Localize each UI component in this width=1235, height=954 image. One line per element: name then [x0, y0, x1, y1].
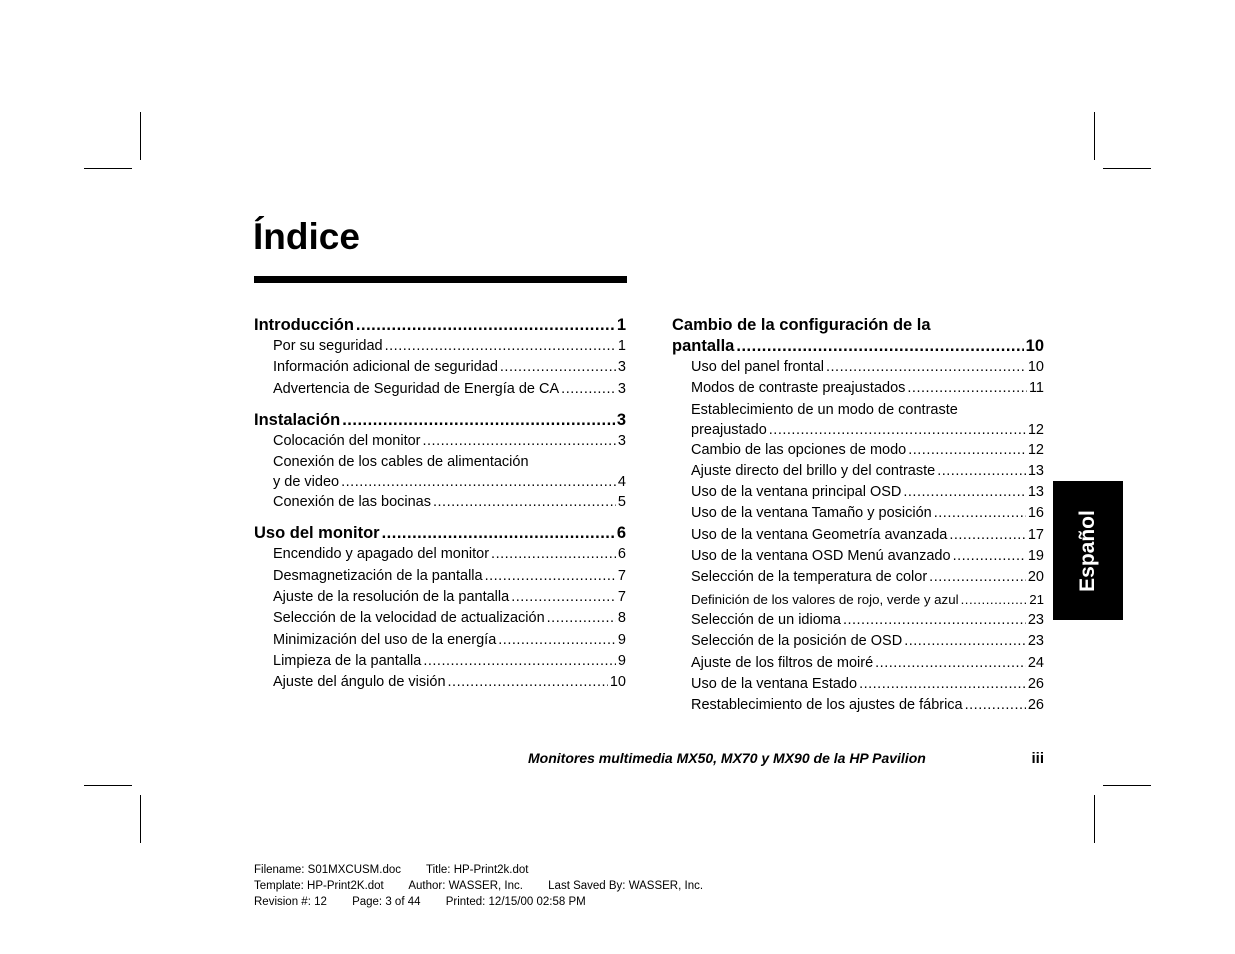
toc-section-cambio-configuracion — [672, 315, 1044, 716]
toc-entry[interactable]: Selección de la velocidad de actualización ..... 8 — [273, 608, 626, 629]
toc-entry[interactable]: Minimización del uso de la energía ..... 9 — [273, 630, 626, 651]
crop-mark — [1103, 785, 1151, 786]
toc-section-heading[interactable]: Uso del monitor ..... 6 — [254, 523, 626, 544]
toc-entry[interactable]: Información adicional de seguridad ..... 3 — [273, 357, 626, 378]
toc-entry[interactable]: Definición de los valores de rojo, verde y azul ..... 21 — [691, 589, 1044, 610]
toc-entry[interactable]: Conexión de las bocinas ..... 5 — [273, 492, 626, 513]
toc-section-uso-del-monitor — [254, 523, 626, 693]
toc-entry[interactable]: Encendido y apagado del monitor ..... 6 — [273, 544, 626, 565]
toc-entry[interactable]: Restablecimiento de los ajustes de fábrica ..... 26 — [691, 695, 1044, 716]
crop-mark — [140, 112, 141, 160]
meta-page: Page: 3 of 44 — [352, 896, 421, 908]
toc-entry[interactable]: Uso de la ventana principal OSD ..... 13 — [691, 482, 1044, 503]
running-footer — [528, 750, 1044, 767]
toc-entry[interactable]: Uso de la ventana Estado ..... 26 — [691, 674, 1044, 695]
crop-mark — [84, 168, 132, 169]
footer-title: Monitores multimedia MX50, MX70 y MX90 de la HP Pavilion — [528, 750, 926, 766]
toc-section-heading[interactable]: Instalación ..... 3 — [254, 410, 626, 431]
toc-entry[interactable]: Limpieza de la pantalla ..... 9 — [273, 651, 626, 672]
language-tab-label: Español — [1076, 509, 1099, 592]
toc-section-heading[interactable]: Cambio de la configuración de la pantalla ..... 10 — [672, 315, 1044, 357]
meta-revision: Revision #: 12 — [254, 896, 327, 908]
meta-printed: Printed: 12/15/00 02:58 PM — [445, 896, 586, 908]
toc-entry[interactable]: Cambio de las opciones de modo ..... 12 — [691, 440, 1044, 461]
toc-entry[interactable]: Uso de la ventana Tamaño y posición ..... 16 — [691, 503, 1044, 524]
toc-entry[interactable]: Modos de contraste preajustados ..... 11 — [691, 378, 1044, 399]
document-metadata — [254, 862, 725, 910]
crop-mark — [1094, 112, 1095, 160]
meta-author: Author: WASSER, Inc. — [408, 880, 523, 892]
crop-mark — [140, 795, 141, 843]
meta-template: Template: HP-Print2K.dot — [254, 880, 384, 892]
toc-entry[interactable]: Uso de la ventana OSD Menú avanzado ..... 19 — [691, 546, 1044, 567]
toc-left-column — [254, 315, 626, 704]
toc-entry[interactable]: Desmagnetización de la pantalla ..... 7 — [273, 566, 626, 587]
toc-entry[interactable]: Advertencia de Seguridad de Energía de CA ..... 3 — [273, 379, 626, 400]
toc-section-introduccion — [254, 315, 626, 400]
title-rule — [254, 276, 627, 283]
toc-entry[interactable]: Uso de la ventana Geometría avanzada ..... 17 — [691, 525, 1044, 546]
toc-entry[interactable]: Ajuste directo del brillo y del contraste ..... 13 — [691, 461, 1044, 482]
toc-entry[interactable]: Ajuste del ángulo de visión ..... 10 — [273, 672, 626, 693]
footer-page-number: iii — [1031, 750, 1044, 767]
toc-entry[interactable]: Uso del panel frontal ..... 10 — [691, 357, 1044, 378]
crop-mark — [1094, 795, 1095, 843]
language-tab — [1053, 481, 1123, 620]
meta-title: Title: HP-Print2k.dot — [426, 864, 529, 876]
toc-entry[interactable]: Ajuste de la resolución de la pantalla ..... 7 — [273, 587, 626, 608]
crop-mark — [1103, 168, 1151, 169]
toc-entry[interactable]: Por su seguridad ..... 1 — [273, 336, 626, 357]
toc-entry[interactable]: Establecimiento de un modo de contraste preajustado ..... 12 — [691, 400, 1044, 440]
toc-section-instalacion — [254, 410, 626, 514]
toc-right-column — [672, 315, 1044, 726]
meta-last-saved: Last Saved By: WASSER, Inc. — [548, 880, 704, 892]
toc-entry[interactable]: Colocación del monitor ..... 3 — [273, 431, 626, 452]
toc-entry[interactable]: Conexión de los cables de alimentación y de video ..... 4 — [273, 452, 626, 492]
meta-filename: Filename: S01MXCUSM.doc — [254, 864, 401, 876]
toc-section-heading[interactable]: Introducción ..... 1 — [254, 315, 626, 336]
toc-entry[interactable]: Selección de la posición de OSD ..... 23 — [691, 631, 1044, 652]
toc-entry[interactable]: Ajuste de los filtros de moiré ..... 24 — [691, 653, 1044, 674]
toc-entry[interactable]: Selección de la temperatura de color ..... 20 — [691, 567, 1044, 588]
page-title: Índice — [253, 216, 360, 257]
crop-mark — [84, 785, 132, 786]
toc-entry[interactable]: Selección de un idioma ..... 23 — [691, 610, 1044, 631]
